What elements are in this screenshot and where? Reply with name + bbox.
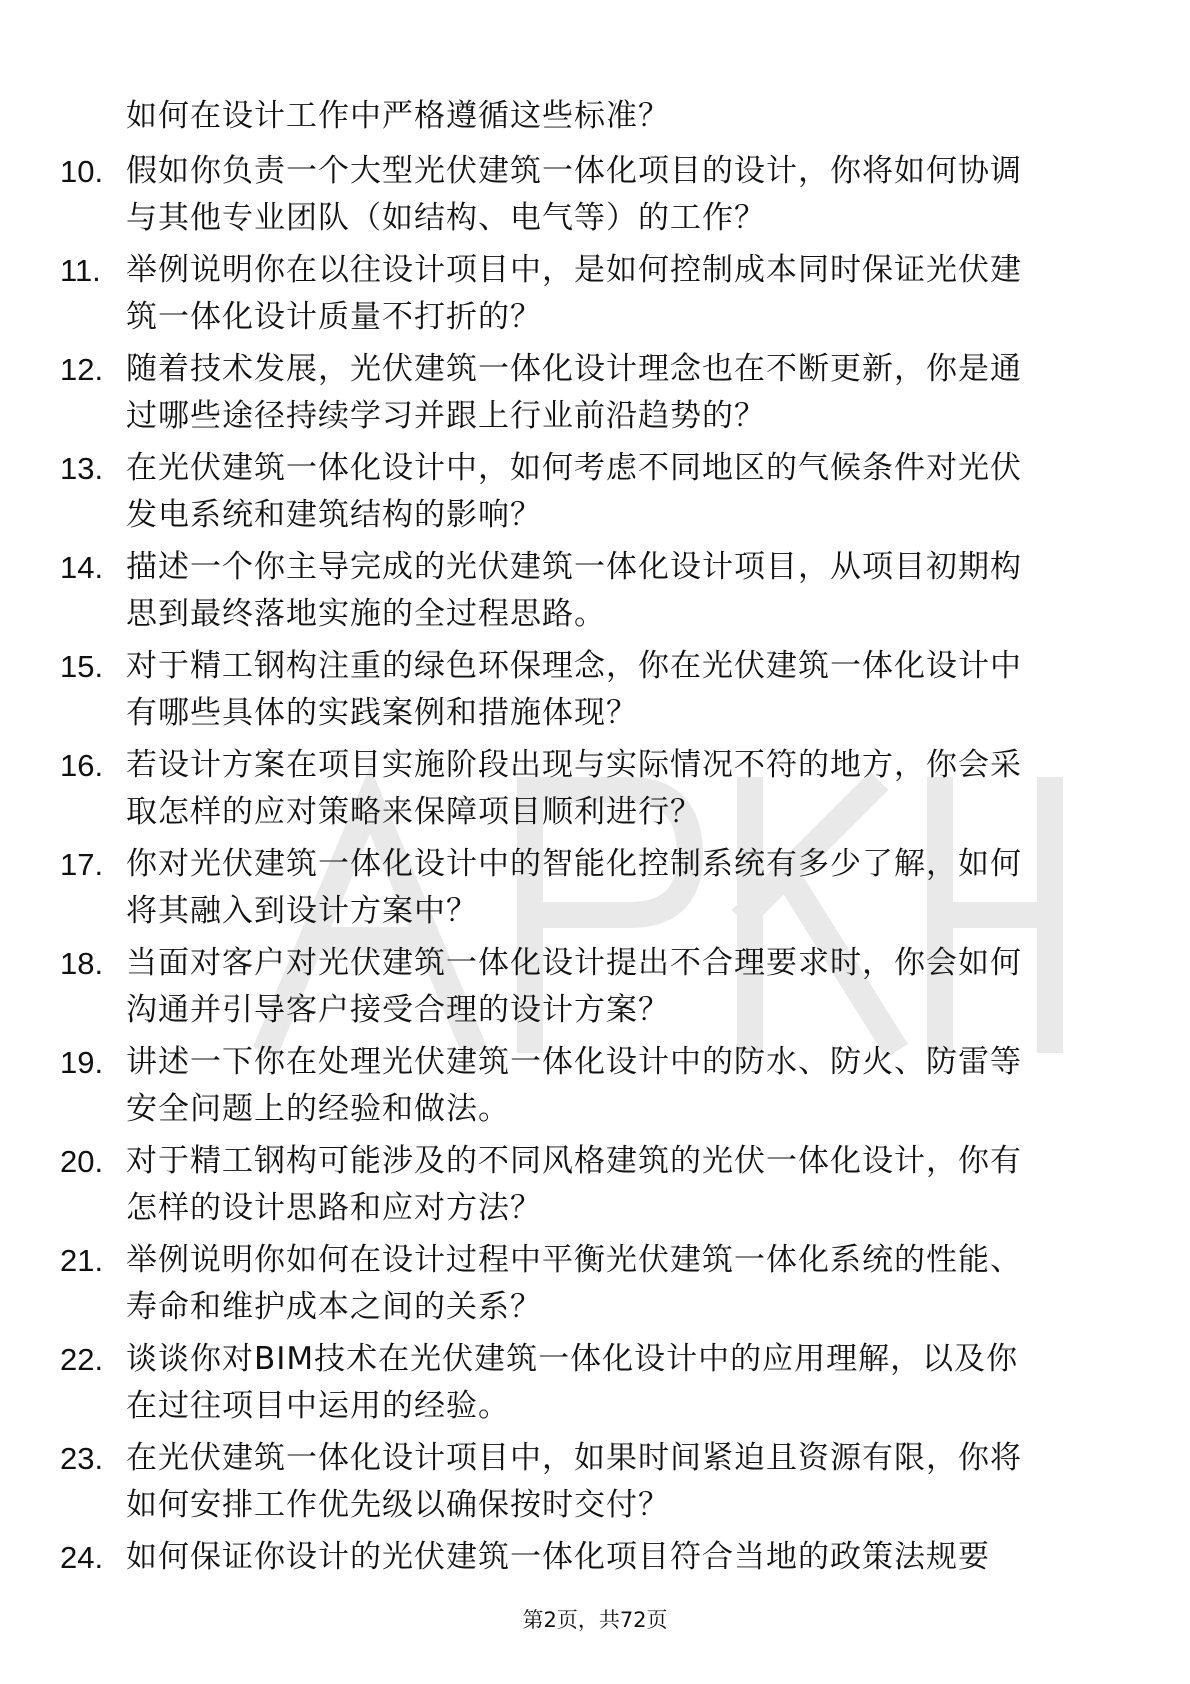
question-item xyxy=(60,1237,1135,1331)
question-item xyxy=(60,1336,1135,1430)
question-text: 讲述一下你在处理光伏建筑一体化设计中的防水、防火、防雷等 安全问题上的经验和做法。 xyxy=(126,1044,1022,1127)
question-text: 举例说明你如何在设计过程中平衡光伏建筑一体化系统的性能、 寿命和维护成本之间的关系？ xyxy=(126,1242,1022,1325)
question-text: 谈谈你对BIM技术在光伏建筑一体化设计中的应用理解，以及你 在过往项目中运用的经验。 xyxy=(126,1341,1019,1424)
question-text: 对于精工钢构注重的绿色环保理念，你在光伏建筑一体化设计中 有哪些具体的实践案例和措施体现？ xyxy=(126,648,1022,731)
question-text: 在光伏建筑一体化设计项目中，如果时间紧迫且资源有限，你将 如何安排工作优先级以确保按时交付？ xyxy=(126,1440,1022,1523)
question-number: 14. xyxy=(60,550,104,585)
question-item xyxy=(60,1039,1135,1133)
question-number: 11. xyxy=(60,253,101,288)
question-number: 19. xyxy=(60,1045,104,1080)
question-item xyxy=(60,148,1135,242)
question-text: 对于精工钢构可能涉及的不同风格建筑的光伏一体化设计，你有 怎样的设计思路和应对方法？ xyxy=(126,1143,1022,1226)
question-number: 22. xyxy=(60,1342,104,1377)
question-number: 20. xyxy=(60,1144,104,1179)
question-number: 12. xyxy=(60,352,104,387)
question-text: 如何在设计工作中严格遵循这些标准？ xyxy=(126,98,670,134)
question-item xyxy=(60,1435,1135,1529)
question-item xyxy=(60,940,1135,1034)
question-item xyxy=(60,1138,1135,1232)
question-text: 你对光伏建筑一体化设计中的智能化控制系统有多少了解，如何 将其融入到设计方案中？ xyxy=(126,846,1022,929)
question-list xyxy=(60,148,1135,1581)
question-number: 24. xyxy=(60,1540,104,1575)
question-text: 在光伏建筑一体化设计中，如何考虑不同地区的气候条件对光伏 发电系统和建筑结构的影响？ xyxy=(126,450,1022,533)
question-text: 描述一个你主导完成的光伏建筑一体化设计项目，从项目初期构 思到最终落地实施的全过程思路。 xyxy=(126,549,1022,632)
question-number: 17. xyxy=(60,847,104,882)
question-text: 假如你负责一个大型光伏建筑一体化项目的设计，你将如何协调 与其他专业团队（如结构、电气等）的工作？ xyxy=(126,153,1022,236)
question-number: 23. xyxy=(60,1441,104,1476)
question-item xyxy=(60,346,1135,440)
question-item xyxy=(60,544,1135,638)
question-number: 13. xyxy=(60,451,104,486)
question-number: 16. xyxy=(60,748,104,783)
question-text: 随着技术发展，光伏建筑一体化设计理念也在不断更新，你是通 过哪些途径持续学习并跟上行业前沿趋势的？ xyxy=(126,351,1022,434)
question-number: 18. xyxy=(60,946,104,981)
question-item xyxy=(60,841,1135,935)
document-body xyxy=(60,46,1135,1586)
question-text: 若设计方案在项目实施阶段出现与实际情况不符的地方，你会采 取怎样的应对策略来保障项目顺利进行？ xyxy=(126,747,1022,830)
question-text: 举例说明你在以往设计项目中，是如何控制成本同时保证光伏建 筑一体化设计质量不打折的？ xyxy=(126,252,1022,335)
question-number: 10. xyxy=(60,154,104,189)
question-number: 21. xyxy=(60,1243,104,1278)
question-text: 当面对客户对光伏建筑一体化设计提出不合理要求时，你会如何 沟通并引导客户接受合理的设计方案？ xyxy=(126,945,1022,1028)
page-footer: 第2页，共72页 xyxy=(522,1608,668,1632)
question-item xyxy=(60,1534,1135,1581)
question-item xyxy=(60,742,1135,836)
question-item xyxy=(60,643,1135,737)
question-item xyxy=(60,445,1135,539)
question-number: 15. xyxy=(60,649,104,684)
question-continuation xyxy=(60,46,1135,140)
question-text: 如何保证你设计的光伏建筑一体化项目符合当地的政策法规要 xyxy=(126,1539,990,1575)
question-item xyxy=(60,247,1135,341)
